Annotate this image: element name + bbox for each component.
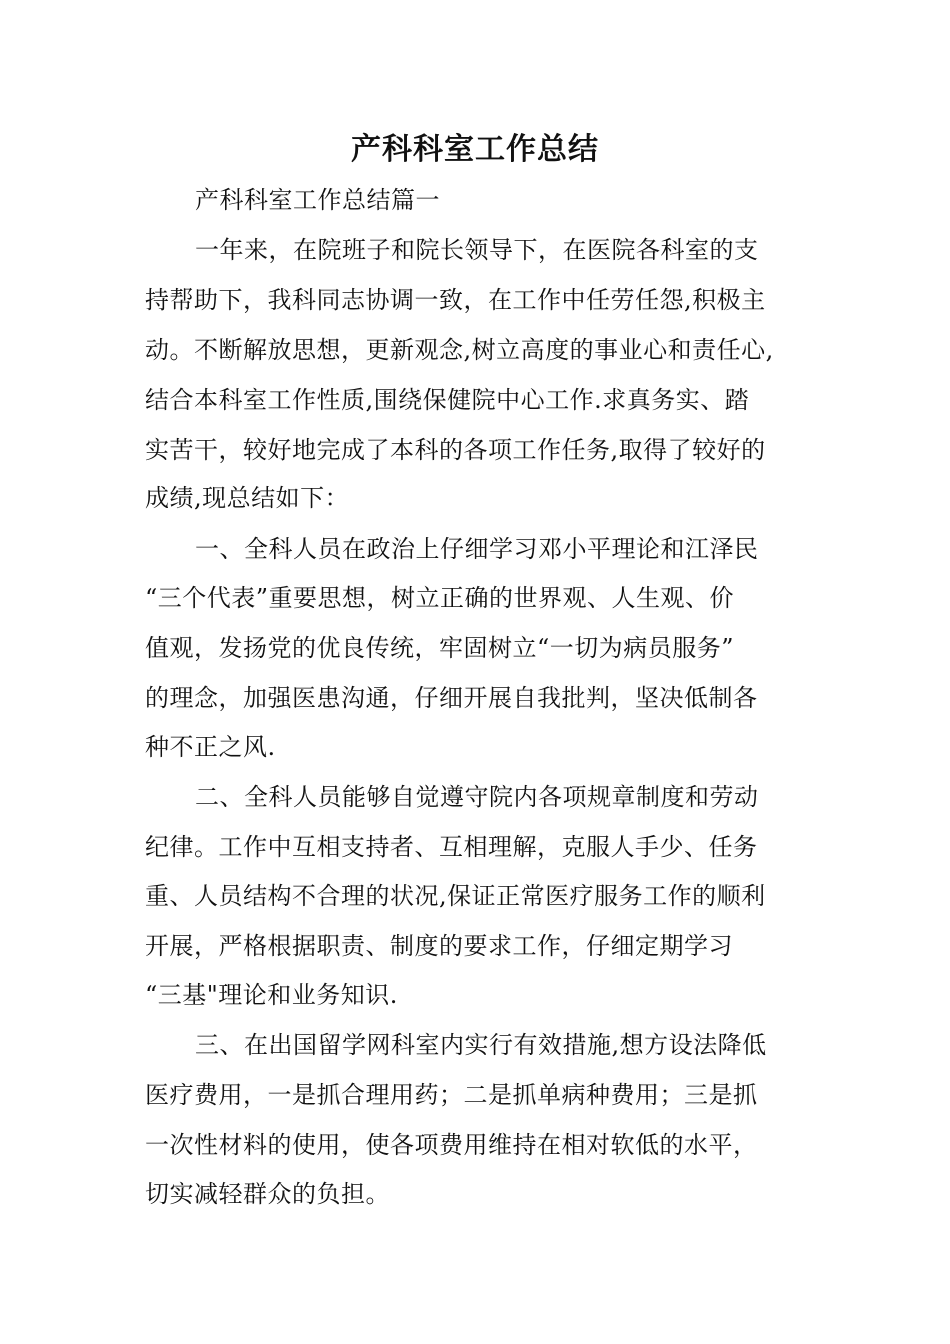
paragraph-line: 动。不断解放思想，更新观念,树立高度的事业心和责任心, [145,336,774,364]
section-heading: 产科科室工作总结篇一 [195,186,440,214]
document-title: 产科科室工作总结 [351,132,599,167]
paragraph-line: 纪律。工作中互相支持者、互相理解，克服人手少、任务 [145,833,758,861]
paragraph-line: 持帮助下，我科同志协调一致，在工作中任劳任怨,积极主 [145,286,766,314]
paragraph-line: 种不正之风. [145,733,276,761]
paragraph-line: 值观，发扬党的优良传统，牢固树立“一切为病员服务” [145,634,735,662]
paragraph-line: 二、全科人员能够自觉遵守院内各项规章制度和劳动 [195,783,759,811]
paragraph-line: 结合本科室工作性质,围绕保健院中心工作.求真务实、踏 [145,386,750,414]
paragraph-line: 重、人员结构不合理的状况,保证正常医疗服务工作的顺利 [145,882,766,910]
paragraph-line: 切实减轻群众的负担。 [145,1180,390,1208]
paragraph-line: 三、在出国留学网科室内实行有效措施,想方设法降低 [195,1031,767,1059]
paragraph-line: 成绩,现总结如下： [145,484,350,512]
paragraph-line: 一次性材料的使用，使各项费用维持在相对软低的水平， [145,1131,758,1159]
paragraph-line: 开展，严格根据职责、制度的要求工作，仔细定期学习 [145,932,733,960]
paragraph-line: 的理念，加强医患沟通，仔细开展自我批判，坚决低制各 [145,684,758,712]
paragraph-line: 一、全科人员在政治上仔细学习邓小平理论和江泽民 [195,535,759,563]
paragraph-line: 实苦干，较好地完成了本科的各项工作任务,取得了较好的 [145,436,766,464]
paragraph-line: 医疗费用，一是抓合理用药；二是抓单病种费用；三是抓 [145,1081,758,1109]
paragraph-line: 一年来，在院班子和院长领导下，在医院各科室的支 [195,236,759,264]
paragraph-line: “三个代表”重要思想，树立正确的世界观、人生观、价 [145,584,735,612]
paragraph-line: “三基"理论和业务知识. [145,981,398,1009]
